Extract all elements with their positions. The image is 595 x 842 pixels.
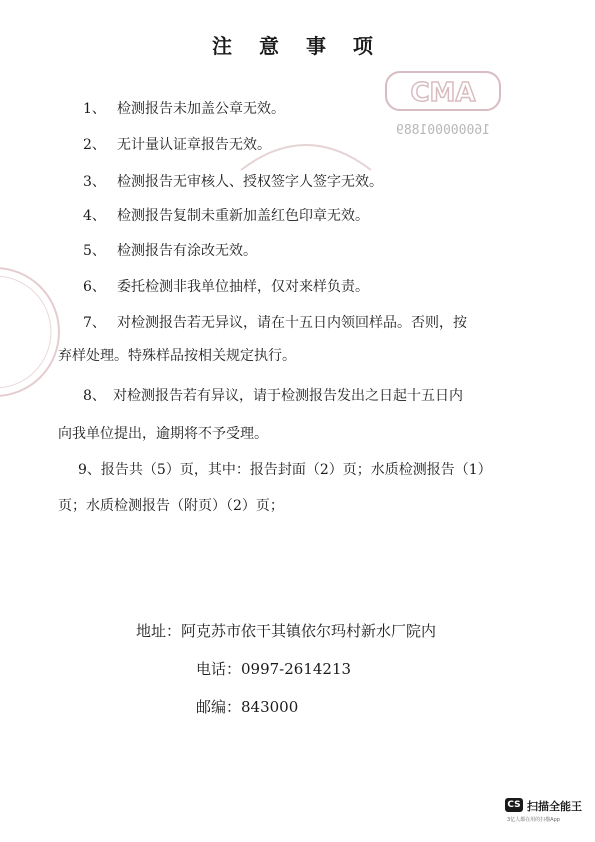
item-text-continued: 页；水质检测报告（附页）（2）页； [58, 498, 284, 514]
camscanner-logo-icon: CS [505, 798, 523, 812]
page-title: 注 意 事 项 [212, 34, 383, 58]
watermark-brand: 扫描全能王 [527, 800, 582, 813]
item-number: 6、 [83, 279, 106, 295]
item-text: 检测报告未加盖公章无效。 [117, 101, 285, 117]
item-text: 对检测报告若无异议，请在十五日内领回样品。否则，按 [117, 315, 467, 331]
address: 地址：阿克苏市依干其镇依尔玛村新水厂院内 [136, 622, 437, 640]
item-number: 2、 [83, 137, 106, 153]
svg-text:160000001889: 160000001889 [396, 123, 490, 138]
item-number: 3、 [83, 174, 106, 190]
item-number: 8、 [83, 388, 106, 404]
item-text-continued: 弃样处理。特殊样品按相关规定执行。 [58, 348, 296, 364]
item-text-continued: 向我单位提出，逾期将不予受理。 [58, 426, 268, 442]
item-number: 5、 [83, 243, 106, 259]
item-text: 检测报告有涂改无效。 [117, 243, 257, 259]
phone: 电话：0997-2614213 [196, 660, 352, 678]
item-text: 检测报告复制未重新加盖红色印章无效。 [117, 208, 369, 224]
item-text: 对检测报告若有异议，请于检测报告发出之日起十五日内 [113, 388, 463, 404]
item-text: 无计量认证章报告无效。 [117, 137, 271, 153]
item-number: 4、 [83, 208, 106, 224]
item-number: 7、 [83, 315, 106, 331]
svg-text:CMA: CMA [410, 78, 476, 108]
item-text: 9、报告共（5）页，其中：报告封面（2）页；水质检测报告（1） [78, 462, 492, 478]
watermark-subtitle: 3亿人都在用的扫描App [507, 817, 560, 823]
item-text: 检测报告无审核人、授权签字人签字无效。 [117, 174, 383, 190]
item-number: 1、 [83, 101, 106, 117]
round-seal [0, 262, 70, 402]
cma-stamp [372, 62, 512, 142]
scanner-watermark [505, 798, 591, 832]
postcode: 邮编：843000 [196, 698, 299, 716]
item-text: 委托检测非我单位抽样，仅对来样负责。 [117, 279, 369, 295]
